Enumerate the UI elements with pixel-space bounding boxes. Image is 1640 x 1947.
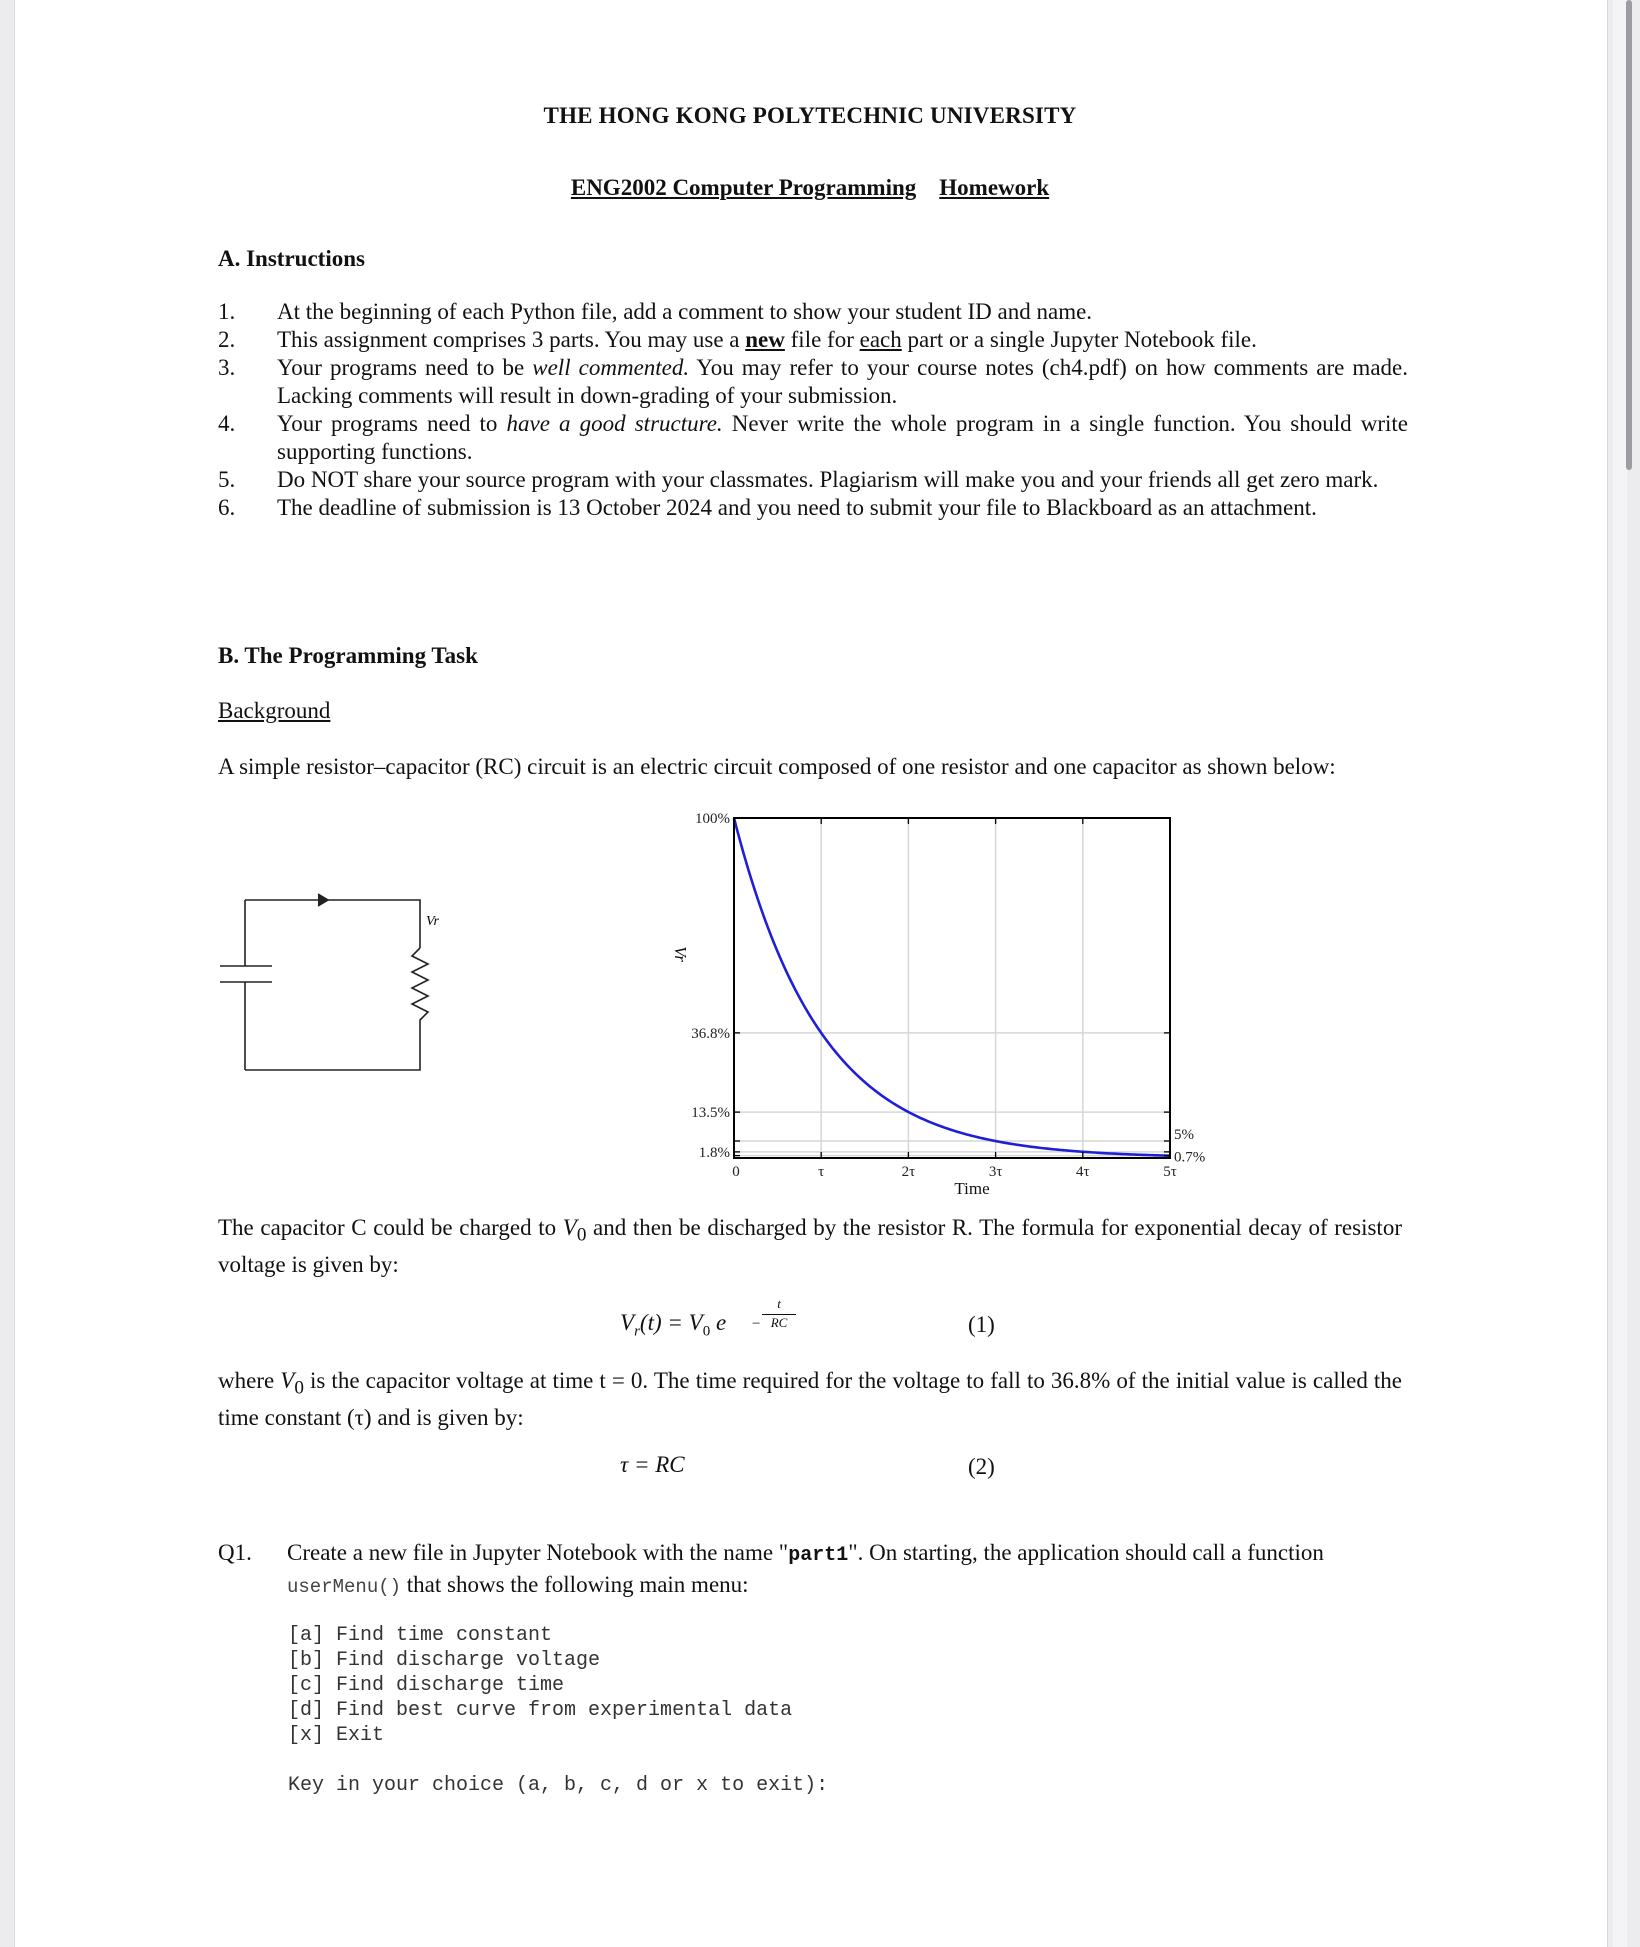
x-tick-label: 0 <box>732 1164 740 1180</box>
equation-1-exponent-numerator: t <box>777 1296 781 1311</box>
rc-circuit-diagram <box>200 880 460 1080</box>
section-b-heading: B. The Programming Task <box>218 643 478 668</box>
equation-2-number: (2) <box>968 1454 995 1479</box>
section-a-heading: A. Instructions <box>218 246 365 271</box>
resistor-zigzag <box>245 948 428 1070</box>
equation-1-number: (1) <box>968 1312 995 1337</box>
q1-label: Q1. <box>218 1540 252 1565</box>
course-homework: Homework <box>939 175 1050 200</box>
menu-option: [b] Find discharge voltage <box>288 1649 601 1672</box>
instruction-item: 6. The deadline of submission is 13 October 2024 and you need to submit your file to Blackboard as an attachment. <box>218 495 1317 520</box>
paragraph-capacitor: The capacitor C could be charged to $V_0$ and then be discharged by the resistor R. The formula for exponential decay of resistor voltage is given by: <box>218 1215 1402 1277</box>
x-tick-label: 5τ <box>1163 1164 1177 1180</box>
circuit-arrow-icon <box>318 894 328 906</box>
decay-chart <box>640 800 1240 1210</box>
menu-prompt: Key in your choice (a, b, c, d or x to exit): <box>288 1774 829 1797</box>
y-tick-label: 100% <box>695 811 730 827</box>
x-tick-label: 2τ <box>901 1164 916 1180</box>
menu-option: [d] Find best curve from experimental data <box>288 1699 793 1722</box>
chart-labels <box>671 811 1205 1198</box>
main-menu-listing <box>288 1623 828 1798</box>
circuit-wire-top <box>245 900 420 948</box>
y-tick-label-right: 5% <box>1174 1127 1194 1143</box>
chart-ticks <box>734 818 1170 1158</box>
chart-frame <box>734 818 1170 1158</box>
instruction-list <box>218 298 1408 522</box>
instruction-item: 3. Your programs need to be well commented. You may refer to your course notes (ch4.pdf) on how comments are made. Lacking comments will result in down-grading of your submission. <box>218 355 1408 408</box>
x-tick-label: τ <box>818 1164 825 1180</box>
instruction-item: 1. At the beginning of each Python file, add a comment to show your student ID and name. <box>218 299 1093 324</box>
background-subheading: Background <box>218 698 331 723</box>
paragraph-time-constant: where $V_0$ is the capacitor voltage at time t = 0. The time required for the voltage to fall to 36.8% of the initial value is called the time constant (τ) and is given by: <box>218 1368 1403 1430</box>
y-tick-label: 36.8% <box>691 1025 730 1042</box>
menu-option: [a] Find time constant <box>288 1624 553 1647</box>
scrollbar-thumb[interactable] <box>1626 0 1632 470</box>
scrollbar-track[interactable] <box>1613 0 1627 1947</box>
y-axis-label: Vr <box>671 946 690 962</box>
instruction-item: 4. Your programs need to have a good structure. Never write the whole program in a single function. You should write supporting functions. <box>218 411 1408 464</box>
x-tick-label: 3τ <box>988 1164 1003 1180</box>
menu-option: [x] Exit <box>288 1724 385 1747</box>
background-intro: A simple resistor–capacitor (RC) circuit is an electric circuit composed of one resistor and one capacitor as shown below: <box>218 754 1336 779</box>
university-title: THE HONG KONG POLYTECHNIC UNIVERSITY <box>543 103 1077 128</box>
resistor-label: Vr <box>426 914 439 929</box>
equation-2: τ = RC <box>620 1452 685 1477</box>
chart-grid <box>734 818 1170 1158</box>
instruction-item: 5. Do NOT share your source program with your classmates. Plagiarism will make you and your friends all get zero mark. <box>218 467 1379 492</box>
equation-1-exponent-denominator: RC <box>770 1315 788 1330</box>
decay-curve <box>734 818 1170 1156</box>
course-name: ENG2002 Computer Programming <box>570 175 917 200</box>
equation-1: $V_r(t) = V_0$ e <box>620 1310 727 1340</box>
equation-1-exponent-minus: − <box>752 1316 761 1332</box>
q1-text: Create a new file in Jupyter Notebook with the name "part1". On starting, the application should call a function userMenu() that shows the following main menu: <box>287 1540 1324 1598</box>
instruction-item: 2. This assignment comprises 3 parts. You may use a new file for each part or a single Jupyter Notebook file. <box>218 327 1257 352</box>
y-tick-label: 13.5% <box>691 1105 730 1122</box>
x-tick-label: 4τ <box>1076 1164 1090 1180</box>
course-title <box>0 175 1620 201</box>
y-tick-label-right: 0.7% <box>1174 1149 1206 1166</box>
menu-option: [c] Find discharge time <box>288 1674 565 1697</box>
y-tick-label: 1.8% <box>698 1144 730 1161</box>
x-axis-label: Time <box>954 1179 990 1198</box>
